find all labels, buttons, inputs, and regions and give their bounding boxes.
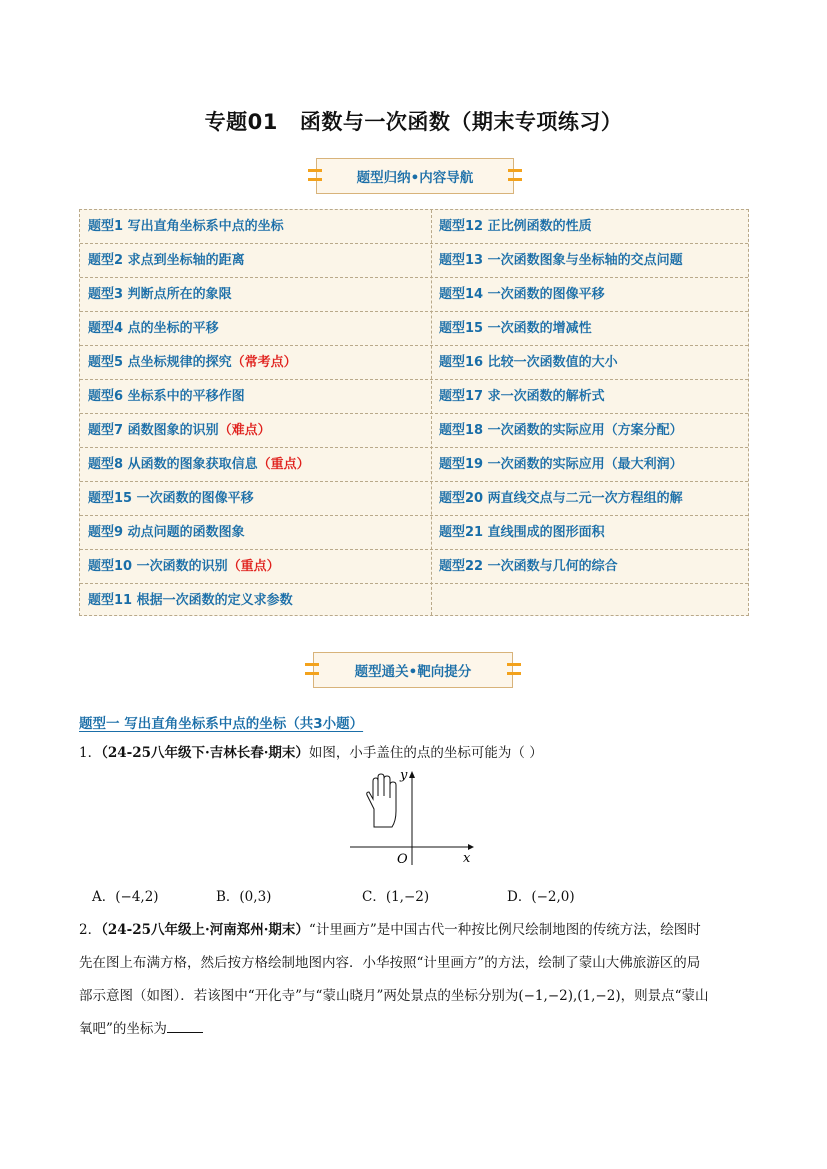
nav-item-14[interactable]: 题型14 一次函数的图像平移 [439, 287, 605, 302]
nav-item-7[interactable]: 题型7 函数图象的识别（难点） [88, 423, 271, 438]
nav-item-19[interactable]: 题型19 一次函数的实际应用（最大利润） [439, 457, 683, 472]
nav-item-20[interactable]: 题型20 两直线交点与二元一次方程组的解 [439, 491, 683, 506]
practice-banner [313, 652, 513, 688]
question-1-options [92, 885, 752, 909]
option-c[interactable]: C．(1,−2) [362, 889, 430, 905]
nav-item-5[interactable]: 题型5 点坐标规律的探究（常考点） [88, 355, 297, 370]
banner-deco-left [308, 169, 322, 181]
nav-item-22[interactable]: 题型22 一次函数与几何的综合 [439, 559, 618, 574]
option-d[interactable]: D．(−2,0) [507, 889, 575, 905]
nav-item-10[interactable]: 题型10 一次函数的识别（重点） [88, 559, 280, 574]
question-1: 1．（24-25八年级下·吉林长春·期末）如图，小手盖住的点的坐标可能为（ ） [79, 745, 543, 761]
hand-icon [367, 774, 396, 827]
page-title [0, 106, 827, 136]
question-2: 2．（24-25八年级上·河南郑州·期末）“计里画方”是中国古代一种按比例尺绘制地图的传统方法，绘图时 先在图上布满方格，然后按方格绘制地图内容．小华按照“计里画方”的方法，绘制了蒙山大佛旅游区的局 部示意图（如图）．若该图中“开化寺”与“蒙山晓月”两处景点的坐标分别为(−1,−2),(1,−2)，则景点“蒙山 氧吧”的坐标为 [79, 922, 709, 1037]
section-heading-1[interactable]: 题型一 写出直角坐标系中点的坐标（共3小题） [79, 716, 364, 732]
banner-deco-right [507, 663, 521, 675]
coordinate-figure [350, 765, 480, 865]
content-navigation-table [79, 209, 749, 616]
title-prefix: 专题01 [204, 110, 278, 134]
option-b[interactable]: B．(0,3) [216, 889, 272, 905]
nav-banner-label: 题型归纳•内容导航 [356, 170, 474, 186]
title-main: 函数与一次函数（期末专项练习） [299, 110, 623, 134]
nav-banner [316, 158, 514, 194]
answer-blank[interactable] [167, 1018, 203, 1033]
nav-item-12[interactable]: 题型12 正比例函数的性质 [439, 219, 592, 234]
banner-deco-right [508, 169, 522, 181]
nav-item-16[interactable]: 题型16 比较一次函数值的大小 [439, 355, 618, 370]
nav-item-13[interactable]: 题型13 一次函数图象与坐标轴的交点问题 [439, 253, 683, 268]
nav-item-15a[interactable]: 题型15 一次函数的图像平移 [88, 491, 254, 506]
nav-item-1[interactable]: 题型1 写出直角坐标系中点的坐标 [88, 219, 284, 234]
practice-banner-label: 题型通关•靶向提分 [354, 664, 472, 680]
x-axis-label: x [463, 851, 471, 865]
origin-label: O [397, 852, 408, 865]
option-a[interactable]: A．(−4,2) [92, 889, 159, 905]
nav-item-15[interactable]: 题型15 一次函数的增减性 [439, 321, 592, 336]
nav-item-17[interactable]: 题型17 求一次函数的解析式 [439, 389, 605, 404]
nav-item-4[interactable]: 题型4 点的坐标的平移 [88, 321, 219, 336]
y-axis-label: y [400, 768, 408, 783]
nav-item-21[interactable]: 题型21 直线围成的图形面积 [439, 525, 605, 540]
nav-item-3[interactable]: 题型3 判断点所在的象限 [88, 287, 232, 302]
nav-item-18[interactable]: 题型18 一次函数的实际应用（方案分配） [439, 423, 683, 438]
nav-item-6[interactable]: 题型6 坐标系中的平移作图 [88, 389, 245, 404]
nav-item-11[interactable]: 题型11 根据一次函数的定义求参数 [88, 593, 293, 608]
nav-item-8[interactable]: 题型8 从函数的图象获取信息（重点） [88, 457, 310, 472]
nav-item-2[interactable]: 题型2 求点到坐标轴的距离 [88, 253, 245, 268]
banner-deco-left [305, 663, 319, 675]
nav-item-9[interactable]: 题型9 动点问题的函数图象 [88, 525, 245, 540]
